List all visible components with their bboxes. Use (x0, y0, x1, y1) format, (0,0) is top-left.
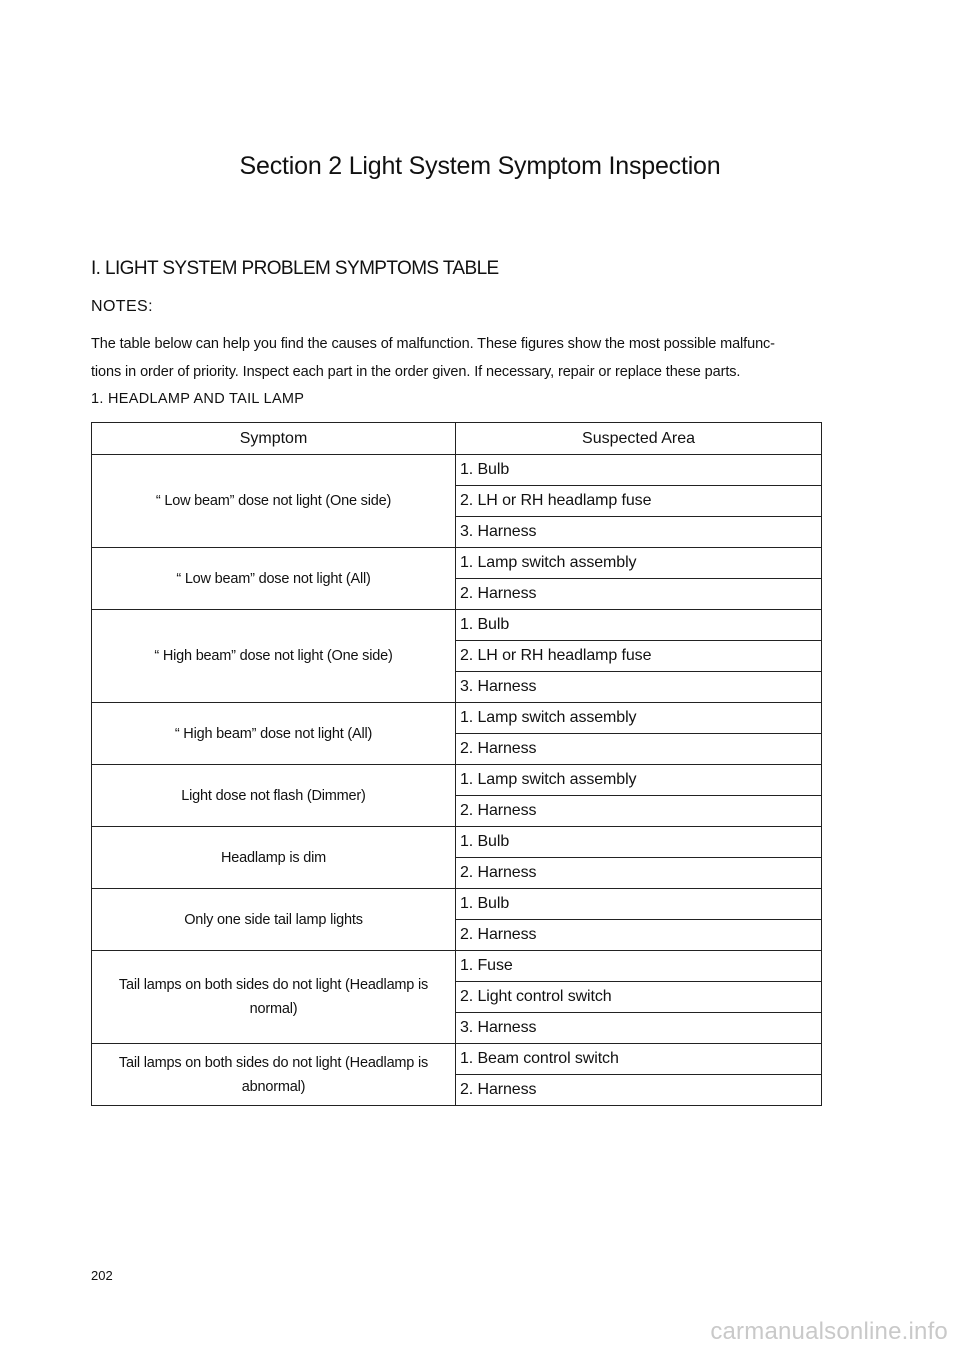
suspected-area-cell: 2. LH or RH headlamp fuse (456, 486, 822, 517)
page-number: 202 (91, 1268, 113, 1283)
suspected-area-cell: 2. Harness (456, 796, 822, 827)
symptom-cell: “ Low beam” dose not light (All) (92, 548, 456, 610)
suspected-area-cell: 3. Harness (456, 672, 822, 703)
table-title: 1. HEADLAMP AND TAIL LAMP (91, 391, 305, 407)
table-row (92, 703, 822, 734)
suspected-area-cell: 2. Harness (456, 1075, 822, 1106)
table-row (92, 951, 822, 982)
intro-paragraph (91, 330, 861, 386)
suspected-area-cell: 2. LH or RH headlamp fuse (456, 641, 822, 672)
symptom-cell: Only one side tail lamp lights (92, 889, 456, 951)
intro-line: The table below can help you find the causes of malfunction. These figures show the most possible malfunc- (91, 336, 775, 352)
notes-label: NOTES: (91, 298, 153, 315)
table-row (92, 548, 822, 579)
suspected-area-cell: 1. Bulb (456, 610, 822, 641)
symptom-cell: Light dose not flash (Dimmer) (92, 765, 456, 827)
suspected-area-cell: 2. Light control switch (456, 982, 822, 1013)
suspected-area-cell: 2. Harness (456, 858, 822, 889)
symptom-cell: “ High beam” dose not light (One side) (92, 610, 456, 703)
symptom-cell: Headlamp is dim (92, 827, 456, 889)
table-row (92, 827, 822, 858)
suspected-area-cell: 1. Bulb (456, 827, 822, 858)
symptom-cell: “ Low beam” dose not light (One side) (92, 455, 456, 548)
suspected-area-cell: 1. Bulb (456, 455, 822, 486)
suspected-area-cell: 1. Bulb (456, 889, 822, 920)
table-row (92, 765, 822, 796)
table-header-row (92, 423, 822, 455)
section-title: Section 2 Light System Symptom Inspection (239, 152, 721, 180)
suspected-area-cell: 2. Harness (456, 579, 822, 610)
header-suspected-area: Suspected Area (456, 423, 822, 455)
header-symptom: Symptom (92, 423, 456, 455)
table-row (92, 610, 822, 641)
symptom-cell: “ High beam” dose not light (All) (92, 703, 456, 765)
suspected-area-cell: 3. Harness (456, 517, 822, 548)
table-row (92, 455, 822, 486)
suspected-area-cell: 2. Harness (456, 734, 822, 765)
symptom-cell: Tail lamps on both sides do not light (Headlamp is normal) (92, 951, 456, 1044)
sub-heading: I. LIGHT SYSTEM PROBLEM SYMPTOMS TABLE (91, 258, 499, 279)
table-row (92, 889, 822, 920)
suspected-area-cell: 1. Lamp switch assembly (456, 765, 822, 796)
suspected-area-cell: 1. Fuse (456, 951, 822, 982)
symptom-cell: Tail lamps on both sides do not light (Headlamp is abnormal) (92, 1044, 456, 1106)
suspected-area-cell: 1. Lamp switch assembly (456, 703, 822, 734)
suspected-area-cell: 1. Lamp switch assembly (456, 548, 822, 579)
watermark: carmanualsonline.info (710, 1318, 948, 1345)
intro-line: tions in order of priority. Inspect each part in the order given. If necessary, repair or replace these parts. (91, 364, 741, 380)
symptoms-table (91, 422, 822, 1106)
suspected-area-cell: 3. Harness (456, 1013, 822, 1044)
suspected-area-cell: 2. Harness (456, 920, 822, 951)
suspected-area-cell: 1. Beam control switch (456, 1044, 822, 1075)
table-row (92, 1044, 822, 1075)
table-body (92, 455, 822, 1106)
